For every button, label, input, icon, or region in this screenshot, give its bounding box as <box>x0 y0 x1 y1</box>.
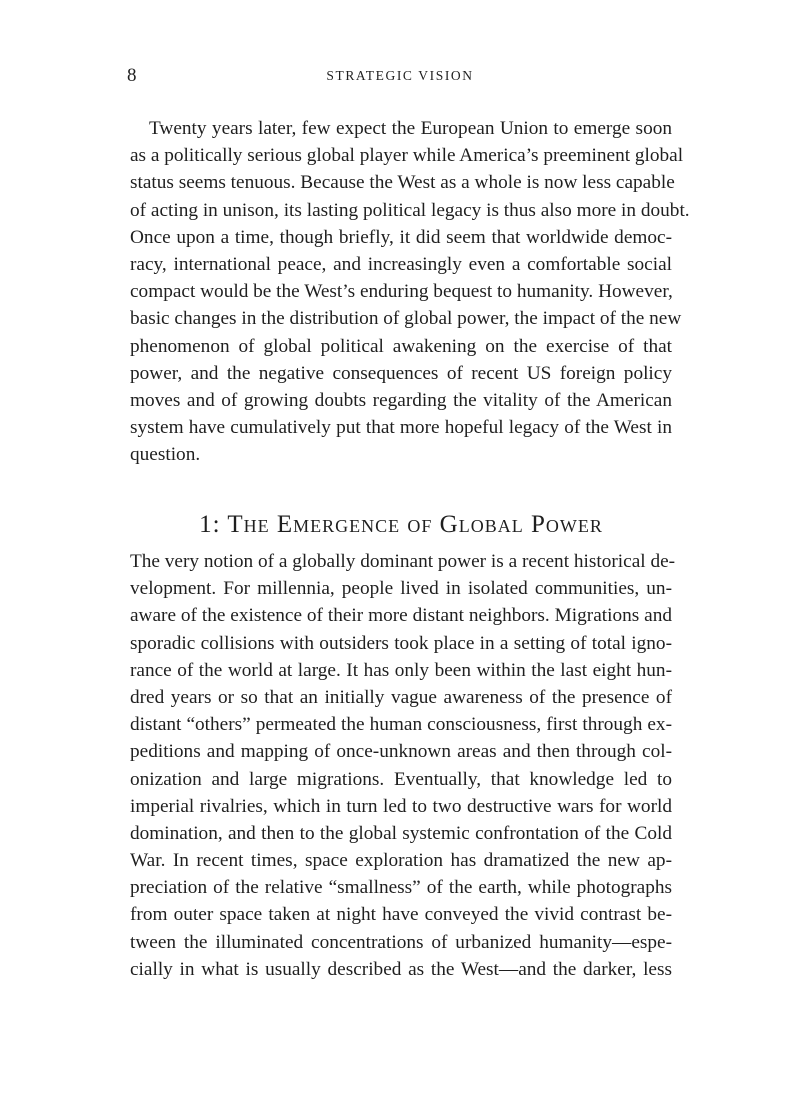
paragraph-1 <box>130 115 690 468</box>
paragraph-2-line: War. In recent times, space exploration has dramatized the new ap- <box>130 850 672 872</box>
paragraph-2-line: sporadic collisions with outsiders took place in a setting of total igno- <box>130 632 672 654</box>
paragraph-1-line: Once upon a time, though briefly, it did seem that worldwide democ- <box>130 226 672 248</box>
paragraph-2-line: from outer space taken at night have conveyed the vivid contrast be- <box>130 904 672 926</box>
page-number: 8 <box>127 65 137 86</box>
paragraph-2 <box>130 548 676 983</box>
paragraph-1-line: Twenty years later, few expect the European Union to emerge soon <box>149 118 672 139</box>
paragraph-2-line: onization and large migrations. Eventually, that knowledge led to <box>130 768 672 790</box>
paragraph-1-line: basic changes in the distribution of global power, the impact of the new <box>130 308 682 330</box>
paragraph-1-line: racy, international peace, and increasingly even a comfortable social <box>130 253 672 275</box>
running-head: STRATEGIC VISION <box>326 68 474 83</box>
paragraph-2-line: tween the illuminated concentrations of urbanized humanity—espe- <box>130 931 672 953</box>
paragraph-1-line: compact would be the West’s enduring bequest to humanity. However, <box>130 281 673 303</box>
paragraph-1-line: status seems tenuous. Because the West as a whole is now less capable <box>130 172 675 194</box>
paragraph-2-line: cially in what is usually described as the West—and the darker, less <box>130 958 672 980</box>
paragraph-1-line: system have cumulatively put that more hopeful legacy of the West in <box>130 417 672 439</box>
paragraph-2-line: imperial rivalries, which in turn led to two destructive wars for world <box>130 795 672 817</box>
paragraph-1-line: phenomenon of global political awakening on the exercise of that <box>130 335 672 357</box>
paragraph-1-line: power, and the negative consequences of recent US foreign policy <box>130 362 672 384</box>
paragraph-2-line: distant “others” permeated the human consciousness, first through ex- <box>130 714 672 736</box>
paragraph-1-line: of acting in unison, its lasting political legacy is thus also more in doubt. <box>130 199 690 221</box>
paragraph-2-line: The very notion of a globally dominant power is a recent historical de- <box>130 551 676 572</box>
paragraph-2-line: preciation of the relative “smallness” of the earth, while photographs <box>130 877 672 899</box>
paragraph-2-line: rance of the world at large. It has only been within the last eight hun- <box>130 659 672 681</box>
paragraph-2-line: dred years or so that an initially vague awareness of the presence of <box>130 686 672 708</box>
paragraph-1-line: moves and of growing doubts regarding the vitality of the American <box>130 389 672 411</box>
paragraph-2-line: velopment. For millennia, people lived in isolated communities, un- <box>130 578 672 600</box>
section-heading: 1: The Emergence of Global Power <box>199 511 603 538</box>
paragraph-2-line: peditions and mapping of once-unknown areas and then through col- <box>130 741 672 763</box>
page-header <box>127 64 673 88</box>
paragraph-1-line: as a politically serious global player while America’s preeminent global <box>130 145 684 167</box>
paragraph-2-line: aware of the existence of their more distant neighbors. Migrations and <box>130 605 672 627</box>
paragraph-2-line: domination, and then to the global systemic confrontation of the Cold <box>130 822 672 844</box>
paragraph-1-line: question. <box>130 444 201 466</box>
